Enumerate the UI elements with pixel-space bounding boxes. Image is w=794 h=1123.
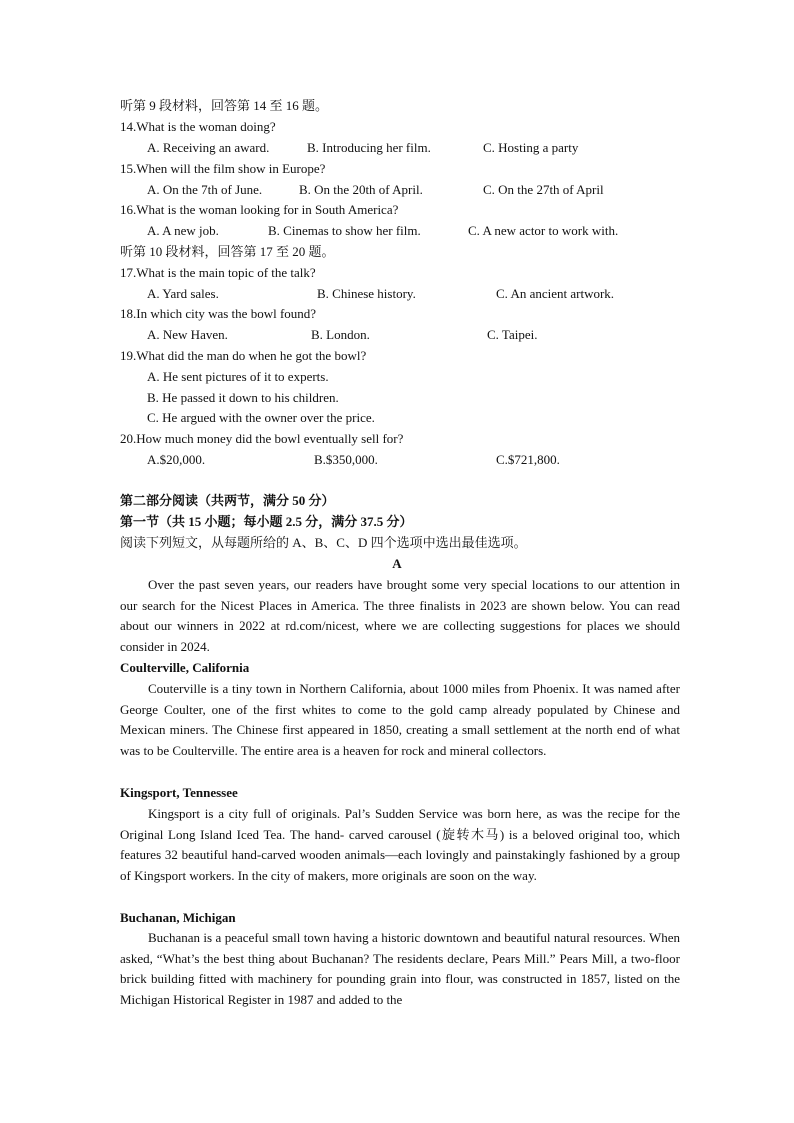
intro-paragraph: Over the past seven years, our readers have brought some very special locations to our attention in our search for the Nicest Places in America. The three finalists in 2023 are shown below. You can read about our winners in 2022 at rd.com/nicest, where we are collecting suggestions for places we should consider in 2024.	[120, 577, 680, 655]
kingsport-section	[120, 804, 680, 887]
section-10-heading: 听第 10 段材料，回答第 17 至 20 题。	[120, 244, 335, 259]
question-18: 18.In which city was the bowl found?	[120, 306, 317, 321]
q19-option-b: B. He passed it down to his children.	[147, 390, 339, 405]
question-20: 20.How much money did the bowl eventually sell for?	[120, 431, 404, 446]
q20-option-c: C.$721,800.	[496, 452, 560, 467]
reading-section-title: 第一节（共 15 小题；每小题 2.5 分，满分 37.5 分）	[120, 514, 413, 529]
section-9-heading: 听第 9 段材料，回答第 14 至 16 题。	[120, 98, 329, 113]
passage-intro	[120, 575, 680, 658]
q16-option-a: A. A new job.	[147, 223, 219, 238]
question-14: 14.What is the woman doing?	[120, 119, 276, 134]
q16-option-b: B. Cinemas to show her film.	[268, 223, 421, 238]
q18-option-b: B. London.	[311, 327, 370, 342]
q15-option-c: C. On the 27th of April	[483, 182, 604, 197]
buchanan-paragraph: Buchanan is a peaceful small town having a historic downtown and beautiful natural resources. When asked, “What’s the best thing about Buchanan? The residents declare, Pears Mill.” Pears Mill, a two-floor brick building fitted with machinery for pounding grain into flour, was constructed in 1857, listed on the Michigan Historical Register in 1987 and added to the	[120, 930, 680, 1008]
q14-option-b: B. Introducing her film.	[307, 140, 431, 155]
q16-option-c: C. A new actor to work with.	[468, 223, 619, 238]
q19-option-c: C. He argued with the owner over the price.	[147, 410, 375, 425]
q15-option-b: B. On the 20th of April.	[299, 182, 423, 197]
passage-letter: A	[392, 556, 402, 571]
buchanan-section	[120, 928, 680, 1011]
q20-option-b: B.$350,000.	[314, 452, 378, 467]
q14-option-a: A. Receiving an award.	[147, 140, 270, 155]
q17-option-a: A. Yard sales.	[147, 286, 219, 301]
q18-option-a: A. New Haven.	[147, 327, 228, 342]
question-16: 16.What is the woman looking for in South America?	[120, 202, 399, 217]
q17-option-c: C. An ancient artwork.	[496, 286, 615, 301]
q19-option-a: A. He sent pictures of it to experts.	[147, 369, 329, 384]
coulterville-section	[120, 679, 680, 762]
reading-instruction: 阅读下列短文，从每题所给的 A、B、C、D 四个选项中选出最佳选项。	[120, 535, 527, 550]
heading-buchanan: Buchanan, Michigan	[120, 910, 236, 925]
coulterville-paragraph: Couterville is a tiny town in Northern California, about 1000 miles from Phoenix. It was named after George Coulter, one of the first whites to come to the gold camp already populated by Chinese and Mexican miners. The Chinese first appeared in 1850, creating a small settlement at the north end of what was to be Coulterville. The entire area is a heaven for rock and mineral collectors.	[120, 681, 680, 759]
q17-option-b: B. Chinese history.	[317, 286, 416, 301]
question-17: 17.What is the main topic of the talk?	[120, 265, 316, 280]
q18-option-c: C. Taipei.	[487, 327, 538, 342]
question-15: 15.When will the film show in Europe?	[120, 161, 326, 176]
q14-option-c: C. Hosting a party	[483, 140, 579, 155]
question-19: 19.What did the man do when he got the bowl?	[120, 348, 367, 363]
q15-option-a: A. On the 7th of June.	[147, 182, 263, 197]
q20-option-a: A.$20,000.	[147, 452, 206, 467]
heading-kingsport: Kingsport, Tennessee	[120, 785, 238, 800]
kingsport-paragraph: Kingsport is a city full of originals. Pal’s Sudden Service was born here, as was the recipe for the Original Long Island Iced Tea. The hand- carved carousel (旋转木马) is a beloved original too, which features 32 beautiful hand-carved wooden animals—each lovingly and painstakingly fashioned by a group of Kingsport workers. In the city of makers, more originals are soon on the way.	[120, 806, 680, 884]
heading-coulterville: Coulterville, California	[120, 660, 250, 675]
reading-part-title: 第二部分阅读（共两节，满分 50 分）	[120, 493, 335, 508]
